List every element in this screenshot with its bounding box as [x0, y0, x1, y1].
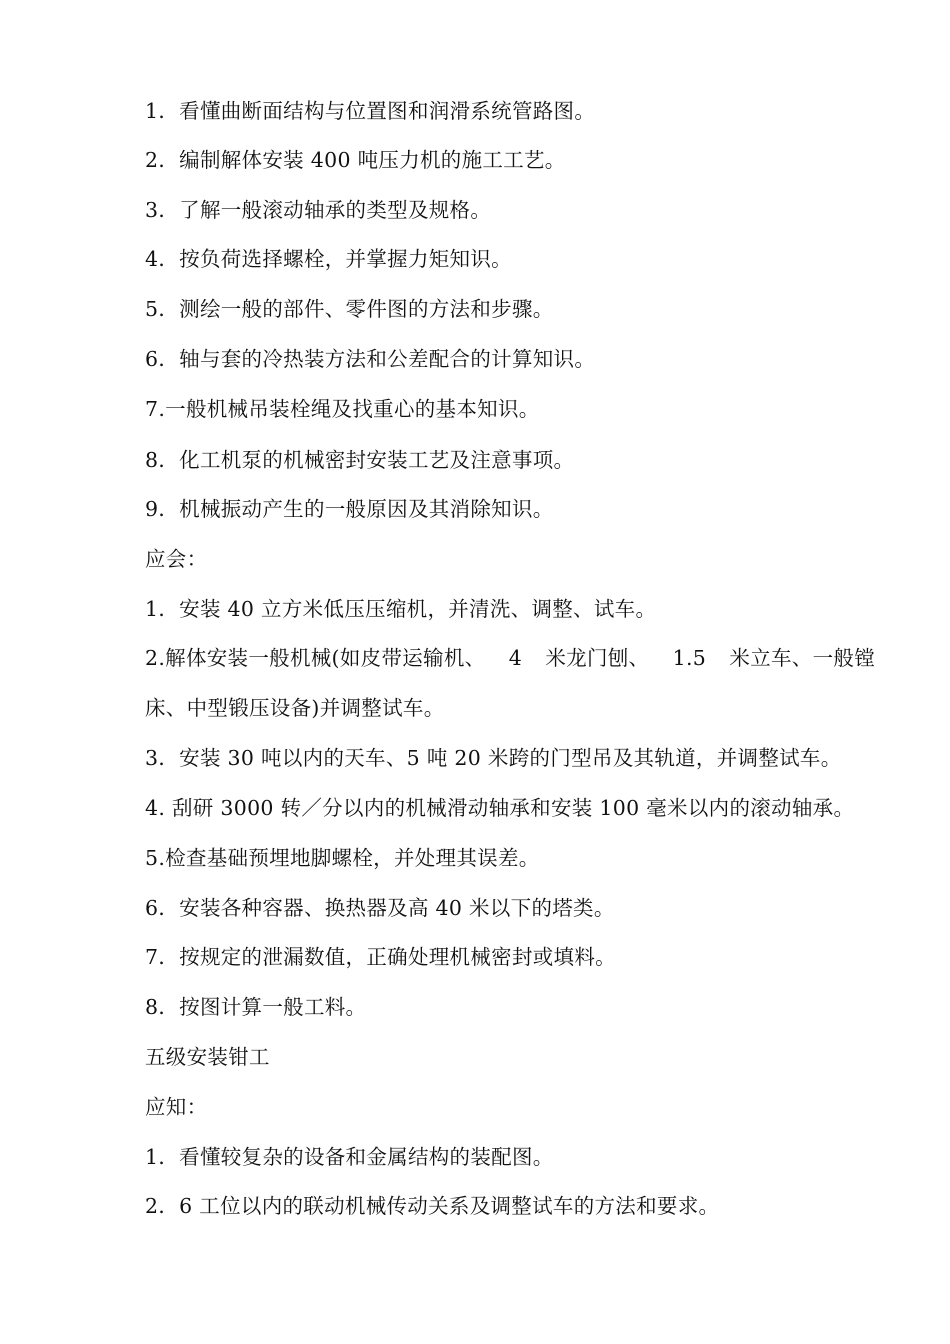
- text-line-4: 4．按负荷选择螺栓，并掌握力矩知识。: [145, 247, 512, 271]
- text-line-15: 6．安装各种容器、换热器及高 40 米以下的塔类。: [145, 896, 615, 920]
- text-line-12: 3．安装 30 吨以内的天车、5 吨 20 米跨的门型吊及其轨道，并调整试车。: [145, 746, 842, 770]
- justified-part-2: 4: [508, 646, 523, 670]
- text-line-6: 6．轴与套的冷热装方法和公差配合的计算知识。: [145, 347, 596, 371]
- text-line-18: 1．看懂较复杂的设备和金属结构的装配图。: [145, 1145, 554, 1169]
- text-line-17: 8．按图计算一般工料。: [145, 995, 367, 1019]
- text-line-14: 5.检查基础预埋地脚螺栓，并处理其误差。: [145, 846, 540, 870]
- section-heading-yinghui: 应会：: [145, 547, 208, 571]
- text-line-16: 7．按规定的泄漏数值，正确处理机械密封或填料。: [145, 945, 616, 969]
- text-line-2: 2．编制解体安装 400 吨压力机的施工工艺。: [145, 148, 566, 172]
- text-line-7: 7.一般机械吊装栓绳及找重心的基本知识。: [145, 397, 540, 421]
- justified-part-1: 2.解体安装一般机械(如皮带运输机、: [145, 646, 486, 670]
- text-line-5: 5．测绘一般的部件、零件图的方法和步骤。: [145, 297, 554, 321]
- text-line-13: 4. 刮研 3000 转／分以内的机械滑动轴承和安装 100 毫米以内的滚动轴承。: [145, 796, 855, 820]
- text-line-9: 9．机械振动产生的一般原因及其消除知识。: [145, 497, 554, 521]
- justified-part-3: 米龙门刨、: [545, 646, 650, 670]
- section-heading-level5: 五级安装钳工: [145, 1045, 270, 1069]
- justified-part-4: 1.5: [672, 646, 707, 670]
- text-line-10: 1．安装 40 立方米低压压缩机，并清洗、调整、试车。: [145, 597, 657, 621]
- text-line-8: 8．化工机泵的机械密封安装工艺及注意事项。: [145, 448, 575, 472]
- text-line-justified: [145, 645, 875, 671]
- justified-part-5: 米立车、一般镗: [729, 646, 875, 670]
- text-line-19: 2．6 工位以内的联动机械传动关系及调整试车的方法和要求。: [145, 1194, 720, 1218]
- section-heading-yingzhi: 应知：: [145, 1095, 208, 1119]
- text-line-11: 床、中型锻压设备)并调整试车。: [145, 696, 445, 720]
- text-line-1: 1．看懂曲断面结构与位置图和润滑系统管路图。: [145, 99, 596, 123]
- text-line-3: 3．了解一般滚动轴承的类型及规格。: [145, 198, 492, 222]
